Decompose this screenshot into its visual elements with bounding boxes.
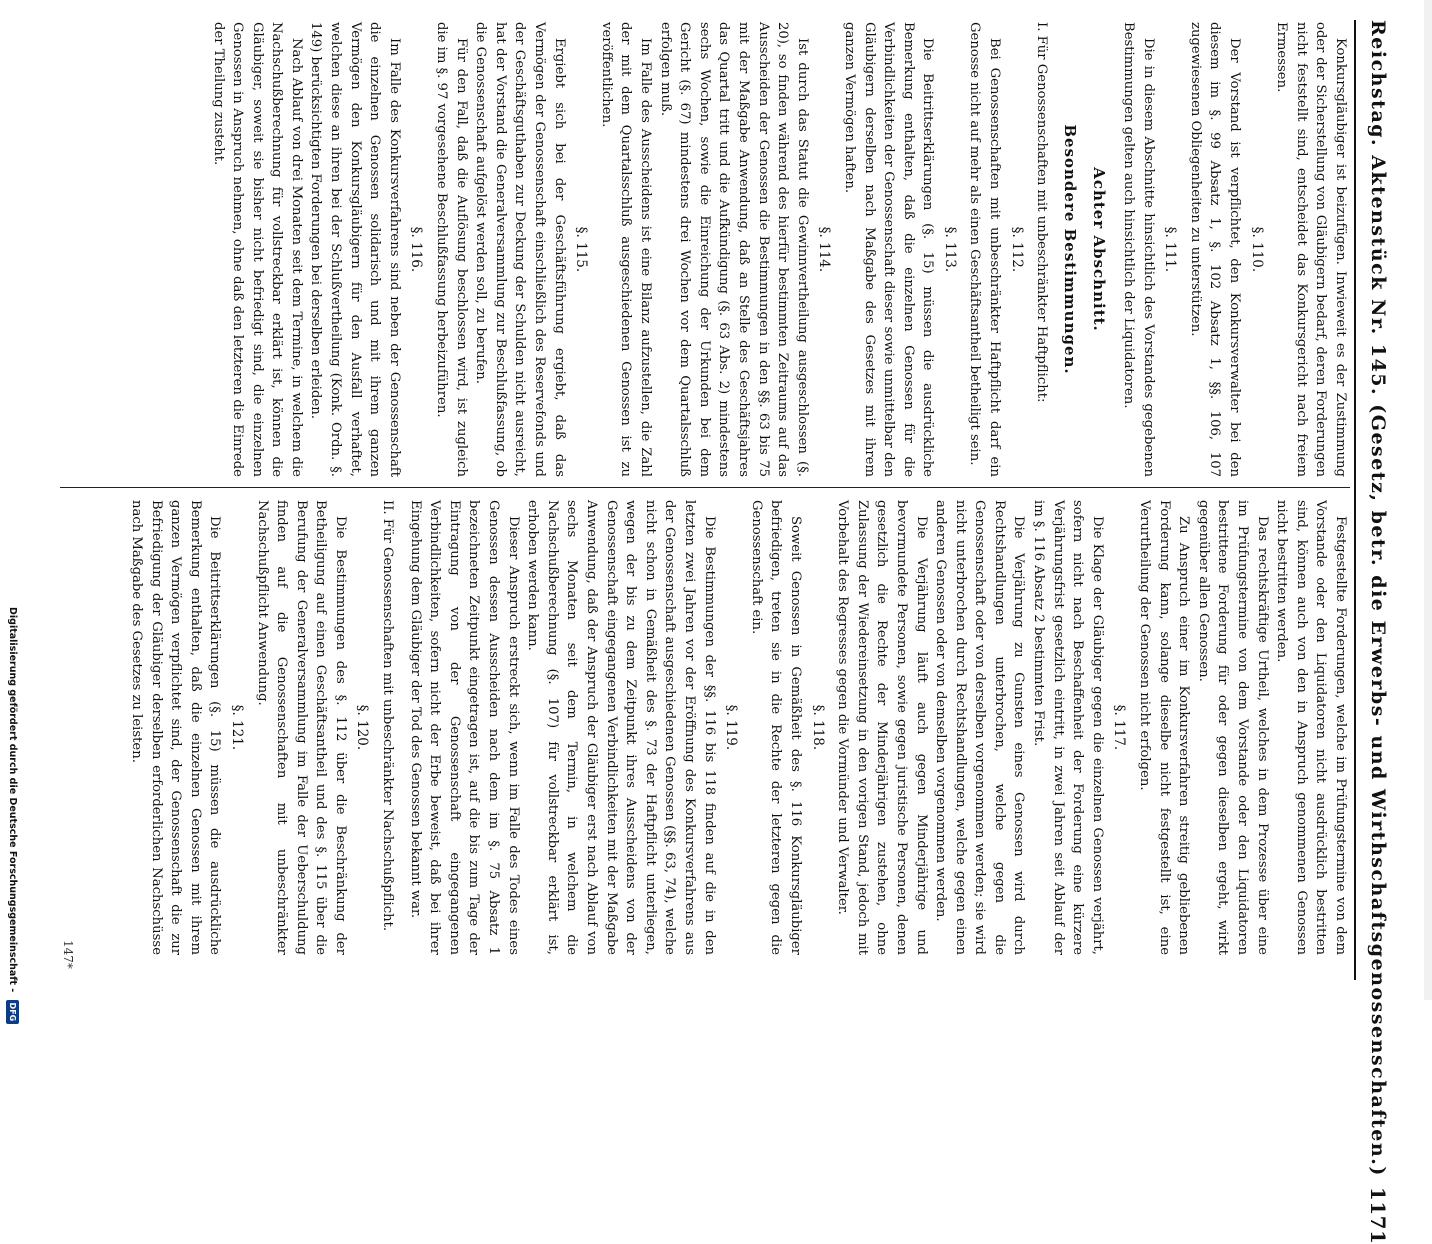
paragraph: Die Klage der Gläubiger gegen die einzelnen Genossen verjährt, sofern nicht nach Beschaffenheit der Forderung eine kürzere Verjährungsfrist gesetzlich eintritt, in zwei Jahren seit Ablauf der im §. 116 Absatz 2 bestimmten Frist. — [1031, 500, 1105, 955]
section-number: §. 121. — [228, 704, 245, 751]
paragraph: Konkursgläubiger ist beizufügen. Inwieweit es der Zustimmung oder der Sicherstellung von Gläubigern bedarf, deren Forderungen nicht feststellt sind, entscheidet das Konkursgericht nach freiem Ermessen. — [1274, 22, 1348, 477]
section-number: §. 120. — [354, 704, 371, 751]
section-number: §. 119. — [723, 704, 740, 751]
paragraph: Für den Fall, daß die Auflösung beschlossen wird, ist zugleich die im §. 97 vorgesehene Beschlußfassung herbeizuführen. — [434, 22, 469, 477]
header-rule — [1354, 20, 1356, 980]
section-number: §. 113. — [941, 226, 958, 273]
section-heading: Besondere Bestimmungen. — [1060, 124, 1079, 375]
page-header — [1356, 20, 1400, 1244]
banner-text: Digitalisierung gefördert durch die Deutsche Forschungsgemeinschaft - — [7, 607, 18, 993]
section-number: §. 110. — [1248, 226, 1265, 273]
paragraph: Die Verjährung zu Gunsten eines Genossen wird durch Rechtshandlungen unterbrochen, welche gegen die Genossenschaft oder von derselben vorgenommen werden; sie wird nicht unterbrochen durch Rechtshandlungen, welche gegen einen anderen Genossen oder von demselben vorgenommen werden. — [933, 500, 1027, 955]
right-column — [60, 500, 1350, 955]
paragraph: Die Bestimmungen des §. 112 über die Beschränkung der Betheiligung auf einen Geschäftsantheil und des §. 115 über die Berufung der Generalversammlung im Falle der Ueberschuldung finden auf die Genossenschaften mit unbeschränkter Nachschußpflicht Anwendung. — [254, 500, 348, 955]
section-number: §. 114. — [816, 226, 833, 273]
section-number: §. 118. — [809, 704, 826, 751]
paragraph: Die Bestimmungen der §§. 116 bis 118 finden auf die in den letzten zwei Jahren vor der Eröffnung des Konkursverfahrens aus der Genossenschaft ausgeschiedenen Genossen (§§. 63, 74), welche nicht schon in Gemäßheit des §. 73 der Haftpflicht unterliegen, wegen der bis zu dem Zeitpunkt ihres Ausscheidens von der Genossenschaft eingegangenen Verbindlichkeiten mit der Maßgabe Anwendung, daß der Anspruch der Gläubiger erst nach Ablauf von sechs Monaten seit dem Termin, in welchem die Nachschußberechnung (§. 107) für vollstreckbar erklärt ist, erhoben werden kann. — [525, 500, 717, 955]
left-column — [60, 22, 1350, 477]
section-number: §. 117. — [1111, 704, 1128, 751]
digitization-banner — [0, 605, 22, 1022]
footer-signature-mark: 147* — [61, 940, 75, 969]
paragraph: Zu Anspruch einer im Konkursverfahren streitig gebliebenen Forderung kann, solange dieselbe nicht festgestellt ist, eine Verurtheilung der Genossen nicht erfolgen. — [1137, 500, 1192, 955]
section-number: §. 112. — [1008, 226, 1025, 273]
paragraph: Im Falle des Ausscheidens ist eine Bilanz aufzustellen, die Zahl der mit dem Quartalsschluß ausgeschiedenen Genossen ist zu veröffentlichen. — [598, 22, 653, 477]
paragraph: Nach Ablauf von drei Monaten seit dem Termine, in welchem die Nachschußberechnung für vollstreckbar erklärt ist, können die Gläubiger, soweit sie bisher nicht befriedigt sind, die einzelnen Genossen in Anspruch nehmen, ohne daß den letzteren die Einrede der Theilung zusteht. — [210, 22, 304, 477]
dfg-logo-icon: DFG — [6, 1000, 19, 1025]
section-number: §. 111. — [1162, 226, 1179, 273]
paragraph: Die Beitrittserklärungen (§. 15) müssen die ausdrückliche Bemerkung enthalten, daß die einzelnen Genossen mit ihrem ganzen Vermögen verpflichtet sind, der Genossenschaft die zur Befriedigung der Gläubiger derselben erforderlichen Nachschüsse nach Maßgabe des Gesetzes zu leisten. — [128, 500, 223, 955]
paragraph: Der Vorstand ist verpflichtet, den Konkursverwalter bei den diesem im §. 99 Absatz 1, §. 102 Absatz 1, §§. 106, 107 zugewiesenen Obliegenheiten zu unterstützen. — [1187, 22, 1243, 477]
paragraph: Die in diesem Abschnitte hinsichtlich des Vorstandes gegebenen Bestimmungen gelten auch hinsichtlich der Liquidatoren. — [1121, 22, 1156, 477]
paragraph: Die Beitrittserklärungen (§. 15) müssen die ausdrückliche Bemerkung enthalten, daß die einzelnen Genossen für die Verbindlichkeiten der Genossenschaft dieser sowie unmittelbar den Gläubigern derselben nach Maßgabe des Gesetzes mit ihrem ganzen Vermögen haften. — [841, 22, 936, 477]
paragraph: Festgestellte Forderungen, welche im Prüfungstermine von dem Vorstande oder den Liquidatoren nicht ausdrücklich bestritten sind, können auch von den in Anspruch genommenen Genossen nicht bestritten werden. — [1274, 500, 1348, 955]
section-heading: Achter Abschnitt. — [1090, 167, 1109, 332]
paragraph: Ist durch das Statut die Gewinnvertheilung ausgeschlossen (§. 20), so finden während des hierfür bestimmten Zeitraums auf das Ausscheiden der Genossen die Bestimmungen in den §§. 63 bis 75 mit der Maßgabe Anwendung, daß an Stelle des Geschäftsjahres das Quartal tritt und die Aufkündigung (§. 63 Abs. 2) mindestens sechs Wochen, sowie die Einreichung der Urkunden bei dem Gericht (§. 67) mindestens drei Wochen vor dem Quartalsschluß erfolgen muß. — [657, 22, 810, 477]
page-number: 1171 — [1366, 1186, 1390, 1244]
column-divider — [60, 487, 1350, 488]
subheading: I. Für Genossenschaften mit unbeschränkter Haftpflicht: — [1034, 22, 1050, 403]
section-number: §. 116. — [408, 226, 425, 273]
paragraph: Die Verjährung läuft auch gegen Minderjährige und bevormundete Personen, sowie gegen juristische Personen, denen gesetzlich die Rechte der Minderjährigen zustehen, ohne Zulassung der Wiedereinsetzung in den vorigen Stand, jedoch mit Vorbehalt des Regresses gegen die Vormünder und Verwalter. — [835, 500, 929, 955]
paragraph: Im Falle des Konkursverfahrens sind neben der Genossenschaft die einzelnen Genossen solidarisch und mit ihrem ganzen Vermögen den Konkursgläubigern für den Ausfall verhaftet, welchen diese an ihren bei der Schlußvertheilung (Konk. Ordn. §. 149) berücksichtigten Forderungen bei derselben erleiden. — [308, 22, 402, 477]
paragraph: Bei Genossenschaften mit unbeschränkter Haftpflicht darf ein Genosse nicht auf mehr als einen Geschäftsantheil betheiligt sein. — [967, 22, 1003, 477]
paragraph: Soweit Genossen in Gemäßheit des §. 116 Konkursgläubiger befriedigen, treten sie in die Rechte der letzteren gegen die Genossenschaft ein. — [748, 500, 803, 955]
paragraph: Dieser Anspruch erstreckt sich, wenn im Falle des Todes eines Genossen dessen Ausscheiden nach dem im §. 75 Absatz 1 bezeichneten Zeitpunkt eingetragen ist, auf die bis zum Tage der Eintragung von der Genossenschaft eingegangenen Verbindlichkeiten, sofern nicht der Erbe beweist, daß bei ihrer Eingehung dem Gläubiger der Tod des Genossen bekannt war. — [407, 500, 521, 955]
paragraph: Das rechtskräftige Urtheil, welches in dem Prozesse über eine im Prüfungstermine von dem Vorstande oder den Liquidatoren bestrittene Forderung für oder gegen dieselben ergeht, wirkt gegenüber allen Genossen. — [1195, 500, 1270, 955]
scan-edge — [1424, 0, 1432, 1000]
subheading: II. Für Genossenschaften mit unbeschränkter Nachschußpflicht. — [380, 500, 396, 932]
header-title: Reichstag. Aktenstück Nr. 145. (Gesetz, betr. die Erwerbs- und Wirthschaftsgenossenschaften.) — [1367, 20, 1389, 1177]
section-number: §. 115. — [573, 226, 590, 273]
paragraph: Ergiebt sich bei der Geschäftsführung ergiebt, daß das Vermögen der Genossenschaft einschließlich des Reservefonds und der Geschäftsguthaben zur Deckung der Schulden nicht ausreicht, hat der Vorstand die Generalversammlung zur Beschlußfassung, ob die Genossenschaft aufgelöst werden soll, zu berufen. — [473, 22, 567, 477]
